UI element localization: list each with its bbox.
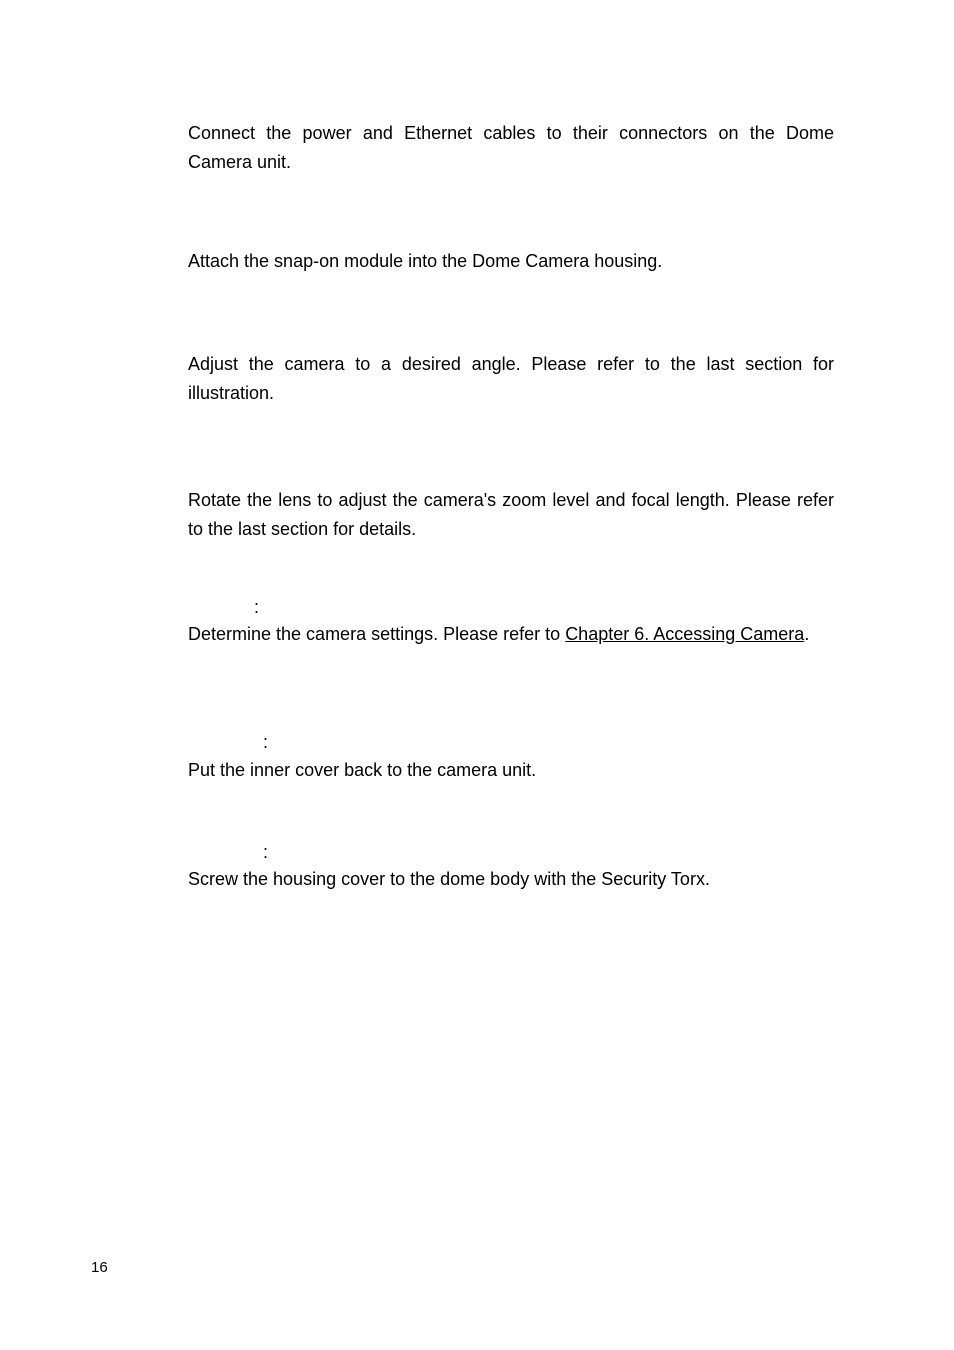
step-adjust-angle: Adjust the camera to a desired angle. Please refer to the last section for illustration. <box>188 354 834 403</box>
chapter-6-link[interactable]: Chapter 6. Accessing Camera <box>565 624 805 644</box>
step-rotate-lens: Rotate the lens to adjust the camera's zoom level and focal length. Please refer to the last section for details. <box>188 490 834 539</box>
step-inner-cover: Put the inner cover back to the camera unit. <box>188 760 537 780</box>
step-housing-cover: Screw the housing cover to the dome body with the Security Torx. <box>188 869 710 889</box>
step-connect-cables: Connect the power and Ethernet cables to their connectors on the Dome Camera unit. <box>188 123 834 172</box>
step-label-colon: : <box>254 597 260 617</box>
step-attach-module: Attach the snap-on module into the Dome Camera housing. <box>188 251 663 271</box>
step-text: Determine the camera settings. Please refer to <box>188 624 566 644</box>
step-text-end: . <box>804 624 810 644</box>
page-number: 16 <box>91 1259 108 1276</box>
step-label-colon: : <box>263 732 269 752</box>
step-determine-settings <box>188 620 834 649</box>
step-label-colon: : <box>263 842 269 862</box>
